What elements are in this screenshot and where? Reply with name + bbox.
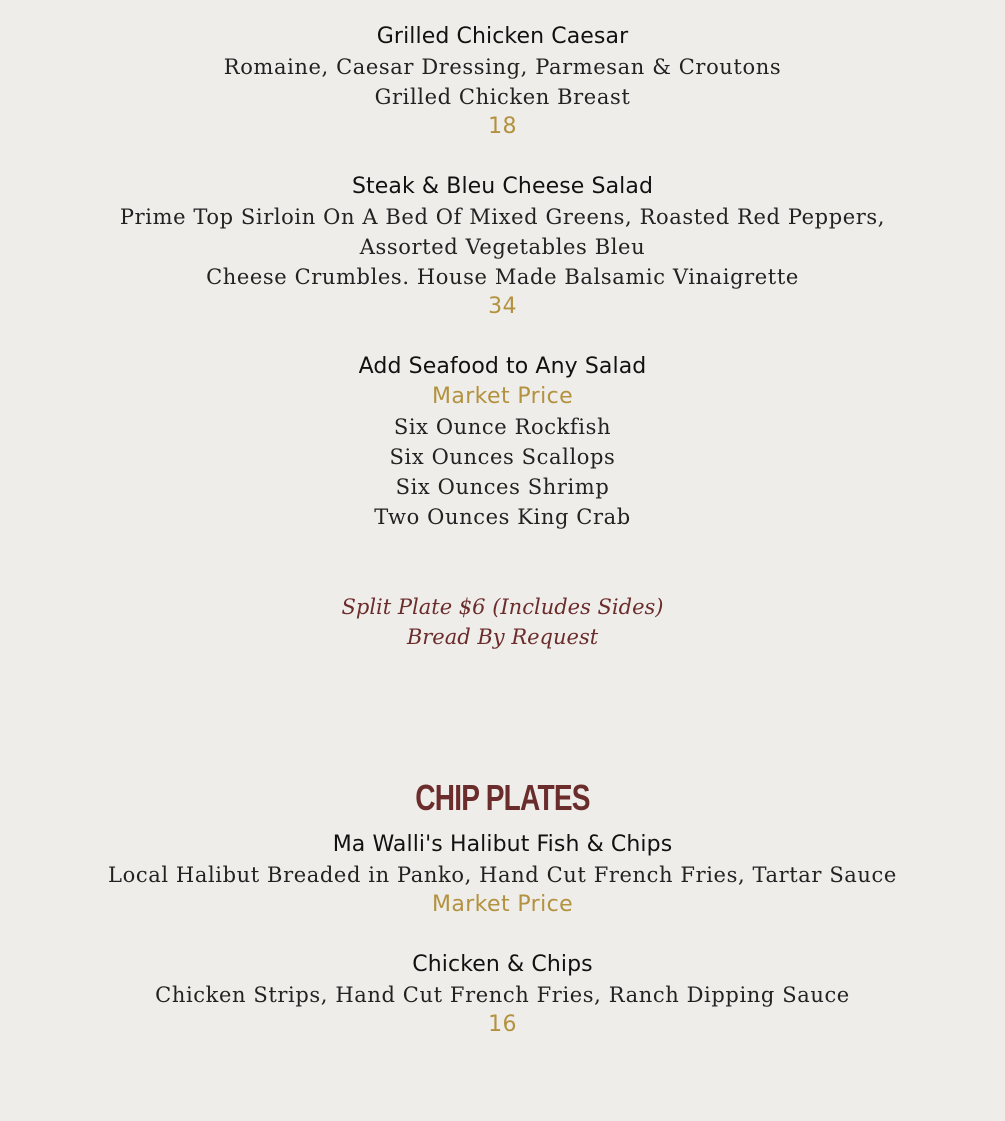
item-price: 16: [488, 1012, 517, 1037]
item-price: Market Price: [431, 384, 574, 409]
menu-page: [0, 22, 1005, 1070]
split-plate-note: Split Plate $6 (Includes Sides): [341, 595, 664, 619]
section-title-chip-plates: CHIP PLATES: [415, 777, 590, 818]
item-price: Market Price: [431, 892, 574, 917]
item-description: Local Halibut Breaded in Panko, Hand Cut French Fries, Tartar Sauce: [108, 863, 897, 887]
item-name: Grilled Chicken Caesar: [376, 24, 629, 49]
item-price: 34: [488, 294, 517, 319]
menu-item-seafood-addon: [0, 352, 1005, 532]
seafood-option: Six Ounces Scallops: [389, 445, 616, 469]
item-description: Prime Top Sirloin On A Bed Of Mixed Greens, Roasted Red Peppers,: [119, 205, 886, 229]
seafood-option: Two Ounces King Crab: [374, 505, 631, 529]
item-name: Steak & Bleu Cheese Salad: [351, 174, 654, 199]
item-description: Assorted Vegetables Bleu: [359, 235, 646, 259]
menu-item-chicken-chips: [0, 950, 1005, 1040]
item-description: Grilled Chicken Breast: [374, 85, 631, 109]
menu-notes: [0, 592, 1005, 652]
seafood-option: Six Ounces Shrimp: [395, 475, 610, 499]
item-name: Ma Walli's Halibut Fish & Chips: [332, 832, 673, 857]
menu-item-grilled-chicken-caesar: [0, 22, 1005, 142]
item-name: Chicken & Chips: [412, 952, 593, 977]
seafood-option: Six Ounce Rockfish: [393, 415, 612, 439]
item-description: Cheese Crumbles. House Made Balsamic Vinaigrette: [206, 265, 799, 289]
item-price: 18: [488, 114, 517, 139]
item-description: Chicken Strips, Hand Cut French Fries, Ranch Dipping Sauce: [155, 983, 850, 1007]
menu-item-steak-bleu-cheese-salad: [0, 172, 1005, 322]
bread-note: Bread By Request: [406, 625, 599, 649]
menu-item-halibut-fish-chips: [0, 830, 1005, 920]
item-name: Add Seafood to Any Salad: [358, 354, 647, 379]
item-description: Romaine, Caesar Dressing, Parmesan & Croutons: [223, 55, 782, 79]
